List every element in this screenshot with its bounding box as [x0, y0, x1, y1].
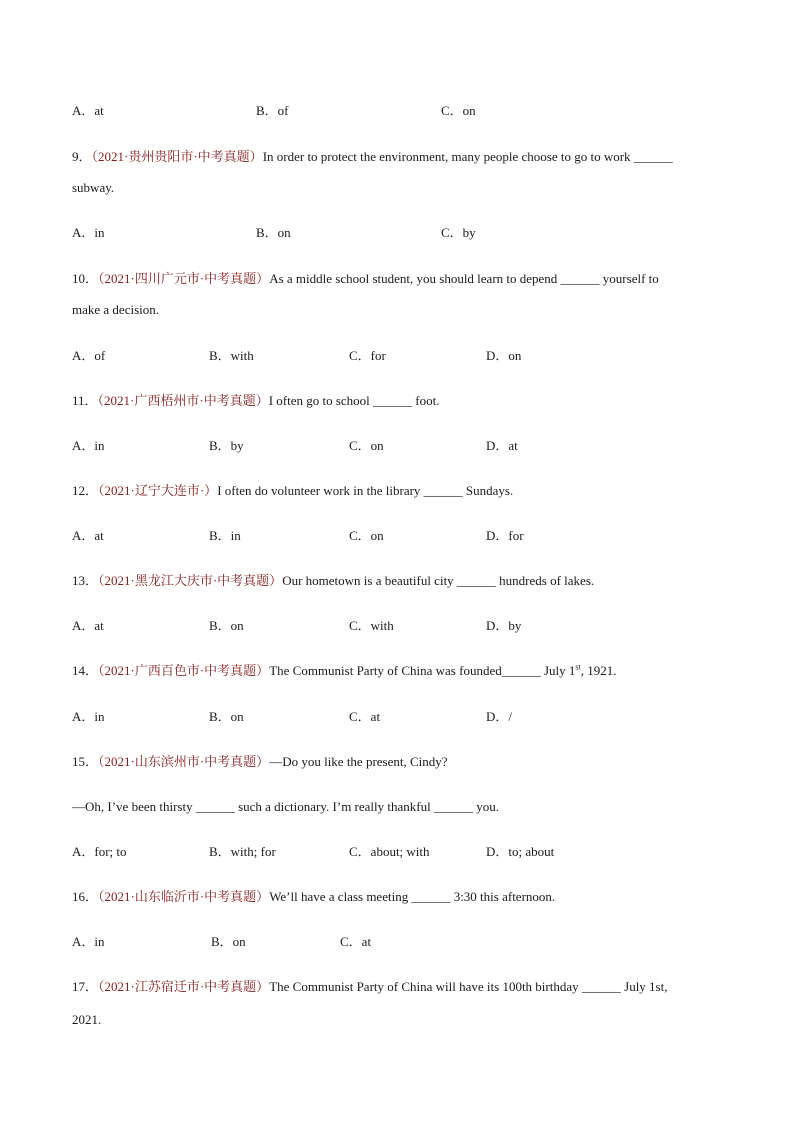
option-b: B．with; for — [209, 844, 276, 859]
option-b: B．with — [209, 348, 254, 363]
question-number: 15． — [72, 754, 99, 769]
question-stem — [72, 889, 555, 905]
question-source: （2021·江苏宿迁市·中考真题） — [98, 979, 270, 994]
question-number: 13． — [72, 573, 99, 588]
question-text: —Do you like the present, Cindy? — [269, 754, 448, 769]
option-a: A．at — [72, 528, 104, 543]
option-d: D．for — [486, 528, 524, 543]
option-c: C．at — [340, 934, 372, 949]
question-text: I often go to school ______ foot. — [268, 393, 440, 408]
question-stem — [72, 271, 659, 287]
question-number: 17． — [72, 979, 99, 994]
question-source: （2021·山东滨州市·中考真题） — [98, 754, 270, 769]
option-d: D．on — [486, 348, 522, 363]
question-number: 11． — [72, 393, 98, 408]
option-a: A．at — [72, 618, 104, 633]
question-text-end: , 1921. — [580, 663, 617, 678]
question-source: （2021·广西百色市·中考真题） — [98, 663, 270, 678]
option-b: B．on — [209, 709, 244, 724]
option-b: B．on — [211, 934, 246, 949]
option-d: D．by — [486, 618, 522, 633]
option-b: B．by — [209, 438, 244, 453]
question-text: In order to protect the environment, many people choose to go to work ______ — [262, 149, 673, 164]
option-c: C．at — [349, 709, 381, 724]
option-c: C．on — [441, 103, 476, 118]
option-b: B．of — [256, 103, 289, 118]
question-text: The Communist Party of China will have its 100th birthday ______ July 1st, — [269, 979, 668, 994]
question-text: The Communist Party of China was founded______ July 1 — [269, 663, 576, 678]
question-source: （2021·山东临沂市·中考真题） — [98, 889, 270, 904]
option-b: B．on — [209, 618, 244, 633]
option-a: A．for; to — [72, 844, 127, 859]
option-c: C．on — [349, 528, 384, 543]
question-source: （2021·四川广元市·中考真题） — [98, 271, 270, 286]
question-stem — [72, 483, 513, 499]
option-b: B．on — [256, 225, 291, 240]
option-a: A．in — [72, 709, 105, 724]
question-source: （2021·辽宁大连市·） — [98, 483, 218, 498]
question-text-continued: 2021. — [72, 1012, 102, 1027]
question-stem — [72, 149, 673, 165]
question-stem — [72, 754, 448, 770]
option-d: D．/ — [486, 709, 513, 724]
question-text: Our hometown is a beautiful city ______ hundreds of lakes. — [282, 573, 595, 588]
ordinal-suffix: st — [575, 662, 581, 672]
question-stem — [72, 663, 616, 679]
option-c: C．about; with — [349, 844, 430, 859]
question-source: （2021·贵州贵阳市·中考真题） — [91, 149, 263, 164]
question-stem — [72, 393, 440, 409]
option-c: C．on — [349, 438, 384, 453]
option-a: A．in — [72, 934, 105, 949]
question-source: （2021·黑龙江大庆市·中考真题） — [98, 573, 283, 588]
question-source: （2021·广西梧州市·中考真题） — [97, 393, 269, 408]
option-c: C．with — [349, 618, 394, 633]
question-stem — [72, 573, 594, 589]
question-number: 12． — [72, 483, 99, 498]
option-c: C．by — [441, 225, 476, 240]
option-d: D．at — [486, 438, 518, 453]
option-c: C．for — [349, 348, 386, 363]
question-text: We’ll have a class meeting ______ 3:30 this afternoon. — [269, 889, 556, 904]
question-text-continued: —Oh, I’ve been thirsty ______ such a dictionary. I’m really thankful ______ you. — [72, 799, 499, 814]
question-number: 14． — [72, 663, 99, 678]
question-number: 16． — [72, 889, 99, 904]
option-d: D．to; about — [486, 844, 555, 859]
question-text: I often do volunteer work in the library ______ Sundays. — [217, 483, 514, 498]
question-text: As a middle school student, you should learn to depend ______ yourself to — [269, 271, 659, 286]
option-a: A．of — [72, 348, 106, 363]
option-a: A．in — [72, 225, 105, 240]
question-number: 10． — [72, 271, 99, 286]
question-number: 9． — [72, 149, 92, 164]
question-stem — [72, 979, 667, 995]
question-text-continued: make a decision. — [72, 302, 159, 317]
option-b: B．in — [209, 528, 241, 543]
option-a: A．in — [72, 438, 105, 453]
option-a: A．at — [72, 103, 104, 118]
question-text-continued: subway. — [72, 180, 115, 195]
